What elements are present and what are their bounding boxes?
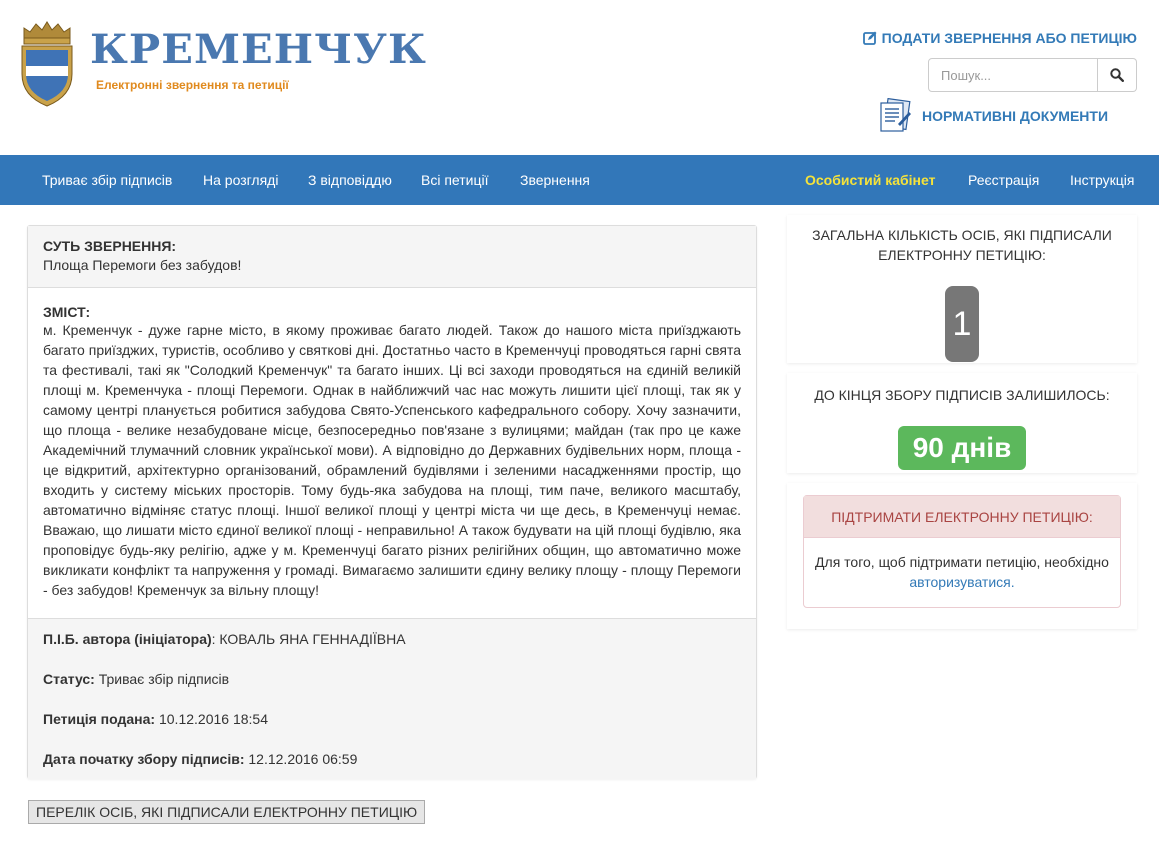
content-label: ЗМІСТ:	[43, 304, 91, 320]
submit-petition-label: ПОДАТИ ЗВЕРНЕННЯ АБО ПЕТИЦІЮ	[881, 30, 1137, 46]
petition-panel	[27, 225, 757, 779]
support-text: Для того, щоб підтримати петицію, необхідно	[815, 554, 1109, 570]
search-form	[928, 58, 1137, 92]
nav-registration[interactable]: Реєстрація	[968, 172, 1040, 188]
coat-of-arms-icon[interactable]	[16, 18, 78, 108]
support-body	[804, 538, 1120, 592]
petition-subject-section	[28, 226, 756, 288]
status-row	[43, 671, 229, 687]
nav-personal-cabinet[interactable]: Особистий кабінет	[805, 172, 936, 188]
days-remaining-caption: ДО КІНЦЯ ЗБОРУ ПІДПИСІВ ЗАЛИШИЛОСЬ:	[814, 387, 1110, 403]
submitted-row	[43, 711, 268, 727]
submitted-label: Петиція подана:	[43, 711, 156, 727]
signers-list-button[interactable]: ПЕРЕЛІК ОСІБ, ЯКІ ПІДПИСАЛИ ЕЛЕКТРОННУ ПЕТИЦІЮ	[28, 800, 425, 824]
search-button[interactable]	[1098, 58, 1137, 92]
start-date-row	[43, 751, 357, 767]
subject-label: СУТЬ ЗВЕРНЕННЯ:	[43, 238, 177, 254]
author-row	[43, 631, 406, 647]
status-value: Триває збір підписів	[94, 671, 230, 687]
subject-text: Площа Перемоги без забудов!	[43, 257, 242, 273]
days-remaining-badge: 90 днів	[898, 426, 1026, 470]
support-card	[787, 483, 1137, 629]
support-title: ПІДТРИМАТИ ЕЛЕКТРОННУ ПЕТИЦІЮ:	[804, 496, 1120, 538]
petition-content-section	[43, 304, 741, 600]
author-label: П.І.Б. автора (ініціатора)	[43, 631, 212, 647]
signers-count-card	[787, 215, 1137, 363]
main-nav	[0, 155, 1159, 205]
nav-instructions[interactable]: Інструкція	[1070, 172, 1135, 188]
petition-meta-section	[28, 618, 756, 779]
content-text: м. Кременчук - дуже гарне місто, в якому проживає багато людей. Також до нашого міста приїзджають багато приїзджих, туристів, особливо у святкові дні. Достатньо часто в Кременчуці проводяться гарні свята та фестивалі, такі як "Солодкий Кременчук" та багато інших. Ці всі заходи проводяться на єдиній великій площі м. Кременчука - площі Перемоги. Однак в найближчий час нас можуть лишити цієї площі, так як у самому центрі планується робитися забудова Свято-Успенського кафедрального собору. Хочу зазначити, що площа - велике незабудоване місце, безпосередньо пов'язане з вулицями; майдан (так про це каже Академічний тлумачний словник української мови). А відповідно до Державних будівельних норм, площа - це відкритий, архітектурно організований, обрамлений будівлями і зеленими насадженнями простір, що входить у систему міських просторів. Тому будь-яка забудова на площі, тим паче, великого масштабу, автоматично відміняє статус площі. Іншої великої площі у центрі міста чи ще десь, в Кременчуці немає. Вважаю, що лишати місто єдиної великої площі - неправильно! А також будувати на цій площі будівлю, яка проповідує будь-яку релігію, адже у м. Кременчуці багато різних релігійних общин, що автоматично може викликати конфлікт та напруження у громаді. Вимагаємо залишити єдину велику площу - площу Перемоги - без забудов! Кременчук за вільну площу!	[43, 322, 741, 598]
nav-all-petitions[interactable]: Всі петиції	[421, 172, 489, 188]
submitted-value: 10.12.2016 18:54	[155, 711, 268, 727]
search-icon	[1110, 68, 1124, 82]
author-value: : КОВАЛЬ ЯНА ГЕННАДІЇВНА	[211, 631, 406, 647]
signers-count-caption: ЗАГАЛЬНА КІЛЬКІСТЬ ОСІБ, ЯКІ ПІДПИСАЛИ ЕЛЕКТРОННУ ПЕТИЦІЮ:	[812, 227, 1112, 263]
nav-collecting-signatures[interactable]: Триває збір підписів	[42, 172, 173, 188]
signers-count-badge: 1	[945, 286, 979, 362]
support-panel	[803, 495, 1121, 608]
nav-answered[interactable]: З відповіддю	[308, 172, 392, 188]
login-link[interactable]: авторизуватися.	[909, 574, 1015, 590]
nav-appeals[interactable]: Звернення	[520, 172, 590, 188]
status-label: Статус:	[43, 671, 95, 687]
nav-under-review[interactable]: На розгляді	[203, 172, 279, 188]
normative-documents-link[interactable]	[876, 98, 1108, 134]
brand-name[interactable]: КРЕМЕНЧУК	[90, 26, 427, 73]
start-date-label: Дата початку збору підписів:	[43, 751, 245, 767]
normative-documents-label: НОРМАТИВНІ ДОКУМЕНТИ	[922, 108, 1109, 124]
edit-square-icon	[863, 31, 877, 45]
document-stack-icon	[876, 98, 912, 134]
start-date-value: 12.12.2016 06:59	[244, 751, 358, 767]
submit-petition-link[interactable]	[863, 30, 1137, 46]
days-remaining-card	[787, 373, 1137, 473]
tagline: Електронні звернення та петиції	[96, 78, 289, 92]
search-input[interactable]	[928, 58, 1098, 92]
site-header	[0, 0, 1159, 155]
